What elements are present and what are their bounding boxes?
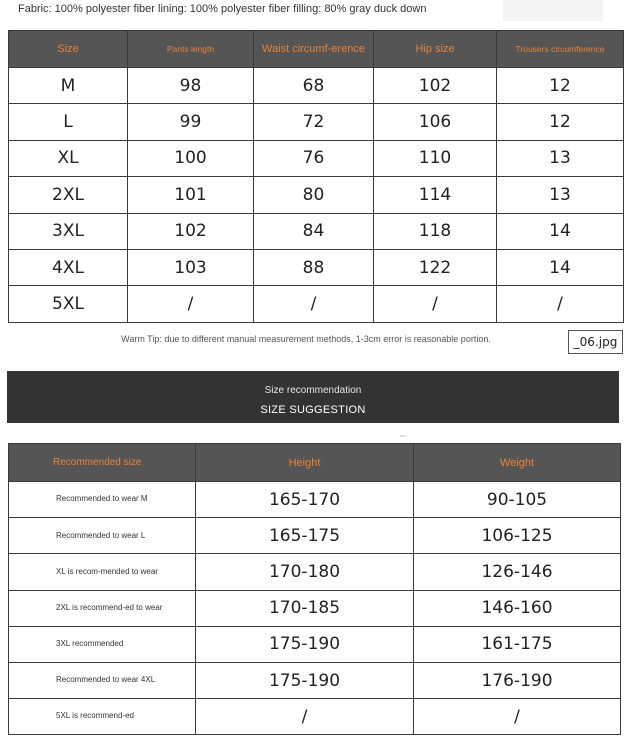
recommendation-row — [9, 482, 621, 518]
weight-cell: 90-105 — [414, 482, 621, 518]
hip-cell: 122 — [374, 249, 497, 285]
divider-mark — [400, 435, 406, 437]
size-cell: M — [9, 68, 128, 104]
hip-cell: 110 — [374, 140, 497, 176]
size-cell: 2XL — [9, 177, 128, 213]
header-shade — [503, 0, 603, 21]
header-waist: Waist circumf-erence — [254, 31, 374, 68]
weight-cell: 126-146 — [414, 554, 621, 590]
weight-cell: 146-160 — [414, 590, 621, 626]
trousers-circumference-cell: 13 — [497, 177, 624, 213]
trousers-circumference-cell: 12 — [497, 68, 624, 104]
trousers-circumference-cell: 13 — [497, 140, 624, 176]
pants-length-cell: 103 — [128, 249, 254, 285]
height-cell: 165-170 — [196, 482, 414, 518]
height-cell: 175-190 — [196, 662, 414, 698]
trousers-circumference-cell: 14 — [497, 213, 624, 249]
warm-tip: Warm Tip: due to different manual measurement methods, 1-3cm error is reasonable portion. — [121, 334, 491, 344]
header-hip: Hip size — [374, 31, 497, 68]
size-chart-body — [9, 68, 624, 323]
file-label: _06.jpg — [568, 330, 623, 354]
trousers-circumference-cell: / — [497, 286, 624, 322]
waist-cell: 80 — [254, 177, 374, 213]
trousers-circumference-cell: 12 — [497, 104, 624, 140]
weight-cell: / — [414, 699, 621, 735]
size-cell: L — [9, 104, 128, 140]
height-cell: 170-185 — [196, 590, 414, 626]
recommendation-row — [9, 626, 621, 662]
header-height: Height — [196, 444, 414, 482]
pants-length-cell: 102 — [128, 213, 254, 249]
size-cell: 3XL — [9, 213, 128, 249]
fabric-description: Fabric: 100% polyester fiber lining: 100% polyester fiber filling: 80% gray duck down — [18, 3, 427, 15]
size-cell: 4XL — [9, 249, 128, 285]
size-cell: 5XL — [9, 286, 128, 322]
size-chart-header-row — [9, 31, 624, 68]
size-suggestion-banner — [7, 371, 619, 423]
recommendation-body — [9, 482, 621, 735]
height-cell: 175-190 — [196, 626, 414, 662]
size-chart-row — [9, 140, 624, 176]
recommended-size-cell: XL is recom-mended to wear — [9, 554, 196, 590]
pants-length-cell: 100 — [128, 140, 254, 176]
recommended-size-cell: 3XL recommended — [9, 626, 196, 662]
waist-cell: 88 — [254, 249, 374, 285]
header-size: Size — [9, 31, 128, 68]
size-chart-row — [9, 104, 624, 140]
pants-length-cell: 99 — [128, 104, 254, 140]
height-cell: 165-175 — [196, 518, 414, 554]
size-chart-table — [8, 30, 624, 323]
recommended-size-cell: Recommended to wear M — [9, 482, 196, 518]
weight-cell: 176-190 — [414, 662, 621, 698]
size-cell: XL — [9, 140, 128, 176]
hip-cell: / — [374, 286, 497, 322]
size-chart-row — [9, 68, 624, 104]
hip-cell: 106 — [374, 104, 497, 140]
pants-length-cell: 98 — [128, 68, 254, 104]
waist-cell: / — [254, 286, 374, 322]
recommended-size-cell: Recommended to wear 4XL — [9, 662, 196, 698]
size-chart-row — [9, 286, 624, 322]
size-chart-row — [9, 249, 624, 285]
header-recommended-size: Recommended size — [9, 444, 196, 482]
waist-cell: 84 — [254, 213, 374, 249]
hip-cell: 118 — [374, 213, 497, 249]
banner-subtitle: Size recommendation — [264, 385, 362, 396]
waist-cell: 68 — [254, 68, 374, 104]
recommendation-row — [9, 590, 621, 626]
size-chart-row — [9, 213, 624, 249]
trousers-circumference-cell: 14 — [497, 249, 624, 285]
recommendation-header-row — [9, 444, 621, 482]
hip-cell: 114 — [374, 177, 497, 213]
recommended-size-cell: Recommended to wear L — [9, 518, 196, 554]
header-pants-length: Pants length — [128, 31, 254, 68]
waist-cell: 72 — [254, 104, 374, 140]
pants-length-cell: 101 — [128, 177, 254, 213]
recommendation-row — [9, 699, 621, 735]
waist-cell: 76 — [254, 140, 374, 176]
recommended-size-cell: 5XL is recommend-ed — [9, 699, 196, 735]
header-trousers-circumference: Trousers circumference — [497, 31, 624, 68]
height-cell: / — [196, 699, 414, 735]
recommendation-row — [9, 518, 621, 554]
hip-cell: 102 — [374, 68, 497, 104]
recommendation-table — [8, 443, 621, 735]
pants-length-cell: / — [128, 286, 254, 322]
recommendation-row — [9, 662, 621, 698]
recommended-size-cell: 2XL is recommend-ed to wear — [9, 590, 196, 626]
header-weight: Weight — [414, 444, 621, 482]
size-chart-row — [9, 177, 624, 213]
weight-cell: 106-125 — [414, 518, 621, 554]
weight-cell: 161-175 — [414, 626, 621, 662]
banner-title: SIZE SUGGESTION — [260, 404, 366, 416]
recommendation-row — [9, 554, 621, 590]
height-cell: 170-180 — [196, 554, 414, 590]
